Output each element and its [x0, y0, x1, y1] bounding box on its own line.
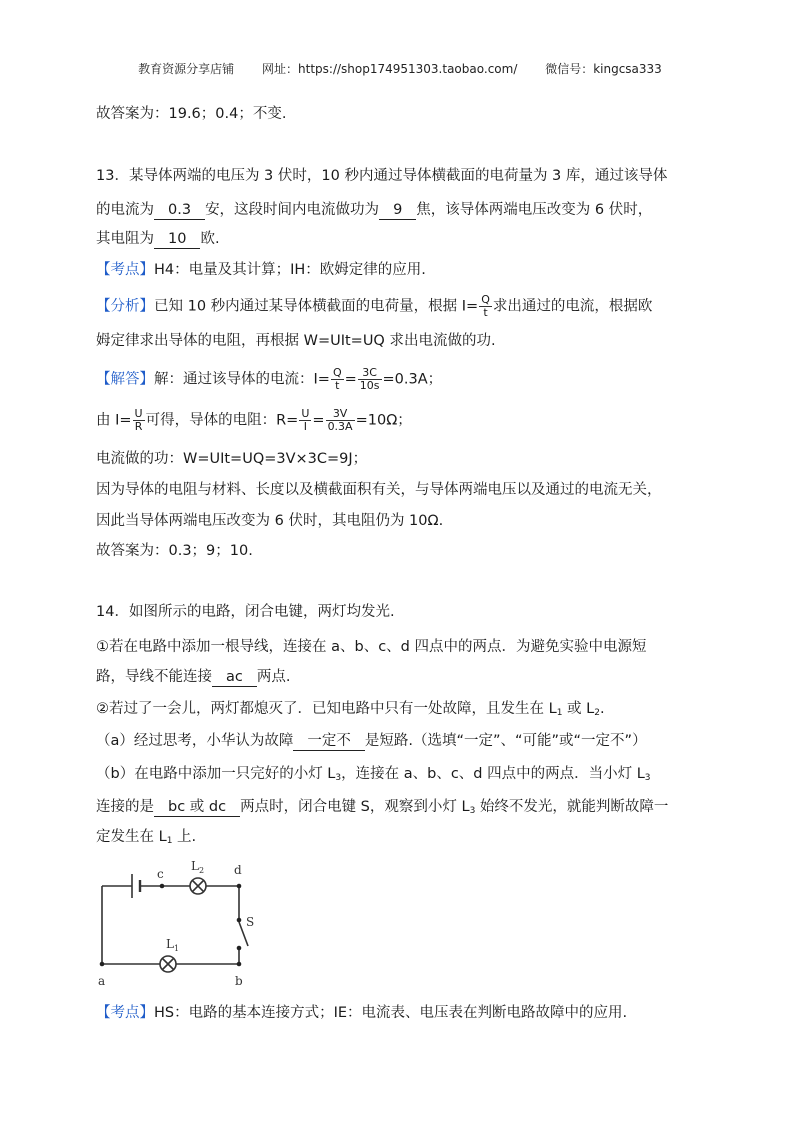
q14-line7 — [96, 797, 668, 821]
q13-fenxi — [96, 294, 652, 319]
q14-text: （b）在电路中添加一只完好的小灯 L — [96, 766, 336, 782]
node-b — [237, 962, 242, 967]
shop-name: 教育资源分享店铺 — [138, 62, 235, 76]
q13-text: 焦，该导体两端电压改变为 6 伏时， — [416, 202, 653, 218]
label-d: d — [234, 863, 242, 877]
q13-blank-work: 9 — [379, 201, 416, 220]
fraction-q-over-t: $\frac{Q}{t}$ — [481, 293, 490, 319]
kaodian-tag: 【考点】 — [96, 1005, 154, 1021]
q14-text: 连接的是 — [96, 799, 154, 815]
wire-top-right — [206, 886, 239, 918]
fraction-u-over-r: $\frac{U}{R}$ — [134, 407, 143, 433]
fraction-3c-over-10s: $\frac{3C}{10s}$ — [359, 366, 380, 392]
q13-fenxi-line2: 姆定律求出导体的电阻，再根据 W=UIt=UQ 求出电流做的功. — [96, 333, 496, 349]
label-c: c — [157, 867, 164, 881]
q13-jieda — [96, 367, 442, 392]
fraction-u-over-i: $\frac{U}{I}$ — [301, 407, 310, 433]
res-text: 可得，导体的电阻：R= — [145, 412, 299, 429]
label-b: b — [235, 974, 243, 988]
q14-text: 是短路.（选填“一定”、“可能”或“一定不”） — [364, 733, 647, 749]
q13-text: 欧. — [200, 231, 220, 247]
fenxi-tag: 【分析】 — [96, 298, 154, 315]
q14-text: 定发生在 L — [96, 829, 167, 845]
fenxi-text: 已知 10 秒内通过某导体横截面的电荷量，根据 I= — [154, 298, 479, 315]
subscript: 1 — [556, 708, 563, 718]
q14-line3 — [96, 667, 290, 687]
q13-reason2: 因此当导体两端电压改变为 6 伏时，其电阻仍为 10Ω. — [96, 513, 444, 529]
subscript: 1 — [166, 836, 173, 846]
q13-resistance — [96, 408, 412, 433]
q14-line5 — [96, 731, 647, 751]
q13-work: 电流做的功：W=UIt=UQ=3V×3C=9J； — [96, 451, 368, 467]
resistance-result: =10Ω； — [355, 412, 412, 429]
q14-line6 — [96, 764, 651, 788]
q14-text: 两点. — [256, 669, 291, 685]
site-label: 网址： — [262, 62, 299, 76]
q14-text: ，连接在 a、b、c、d 四点中的两点．当小灯 L — [341, 766, 645, 782]
label-l1: L — [166, 937, 174, 951]
subscript: 3 — [644, 773, 651, 783]
q13-text: 其电阻为 — [96, 231, 154, 247]
q14-text: （a）经过思考，小华认为故障 — [96, 733, 294, 749]
fraction-3v-over-03a: $\frac{3V}{0.3A}$ — [327, 407, 353, 433]
page-header — [0, 60, 800, 77]
q14-text: 两点时，闭合电键 S，观察到小灯 L — [240, 799, 470, 815]
jieda-tag: 【解答】 — [96, 371, 154, 388]
q14-text: 或 L — [562, 701, 595, 717]
kaodian-text: HS：电路的基本连接方式；IE：电流表、电压表在判断电路故障中的应用. — [154, 1005, 628, 1021]
equals: = — [312, 412, 325, 429]
q14-blank-fault: 一定不 — [293, 732, 365, 751]
subscript: 3 — [335, 773, 342, 783]
wechat-id: 微信号：kingcsa333 — [545, 62, 662, 76]
q14-line2: ①若在电路中添加一根导线，连接在 a、b、c、d 四点中的两点．为避免实验中电源短 — [96, 639, 647, 655]
q13-blank-resistance: 10 — [154, 230, 200, 249]
subscript: 3 — [469, 806, 476, 816]
label-l2: L — [191, 859, 199, 873]
switch-contact — [237, 946, 242, 951]
q13-line3 — [96, 229, 220, 249]
prev-answer: 故答案为：19.6；0.4；不变. — [96, 106, 287, 122]
circuit-diagram — [92, 850, 272, 995]
q14-blank-points: ac — [212, 668, 257, 687]
q13-blank-current: 0.3 — [154, 201, 205, 220]
q14-blank-connection: bc 或 dc — [154, 798, 240, 817]
wire-right-lower — [176, 948, 239, 964]
q13-line2 — [96, 200, 652, 220]
q14-text: ②若过了一会儿，两灯都熄灭了．已知电路中只有一处故障，且发生在 L — [96, 701, 557, 717]
q13-line1: 13．某导体两端的电压为 3 伏时，10 秒内通过导体横截面的电荷量为 3 库，通过该导体 — [96, 168, 668, 184]
q13-text: 的电流为 — [96, 202, 154, 218]
q14-kaodian — [96, 1003, 627, 1023]
subscript: 2 — [594, 708, 600, 718]
label-l1-sub: 1 — [174, 944, 180, 953]
fenxi-text: 求出通过的电流，根据欧 — [492, 298, 653, 315]
kaodian-text: H4：电量及其计算；IH：欧姆定律的应用. — [154, 262, 426, 278]
q14-line8 — [96, 827, 196, 851]
switch-contact — [237, 918, 242, 923]
kaodian-tag: 【考点】 — [96, 262, 154, 278]
label-a: a — [98, 974, 106, 988]
q13-answer: 故答案为：0.3；9；10. — [96, 543, 253, 559]
node-a — [100, 962, 105, 967]
q13-reason1: 因为导体的电阻与材料、长度以及横截面积有关，与导体两端电压以及通过的电流无关， — [96, 482, 662, 498]
q14-line4 — [96, 699, 605, 723]
node-d — [237, 884, 242, 889]
q14-line1: 14．如图所示的电路，闭合电键，两灯均发光. — [96, 604, 395, 620]
q14-text: 始终不发光，就能判断故障一 — [475, 799, 669, 815]
q14-text: . — [599, 701, 605, 717]
q14-text: 路，导线不能连接 — [96, 669, 212, 685]
site-info — [262, 62, 517, 76]
res-text: 由 I= — [96, 412, 132, 429]
label-s: S — [246, 915, 255, 929]
jieda-text: 解：通过该导体的电流：I= — [154, 371, 330, 388]
wire-bottom-left — [102, 886, 160, 964]
q13-kaodian — [96, 260, 426, 280]
node-c — [160, 884, 165, 889]
q13-text: 安，这段时间内电流做功为 — [205, 202, 380, 218]
site-url[interactable]: https://shop174951303.taobao.com/ — [298, 62, 518, 76]
equals: = — [344, 371, 357, 388]
fraction-q-over-t: $\frac{Q}{t}$ — [332, 366, 342, 392]
current-result: =0.3A； — [382, 371, 443, 388]
q14-text: 上. — [172, 829, 197, 845]
label-l2-sub: 2 — [199, 866, 205, 875]
